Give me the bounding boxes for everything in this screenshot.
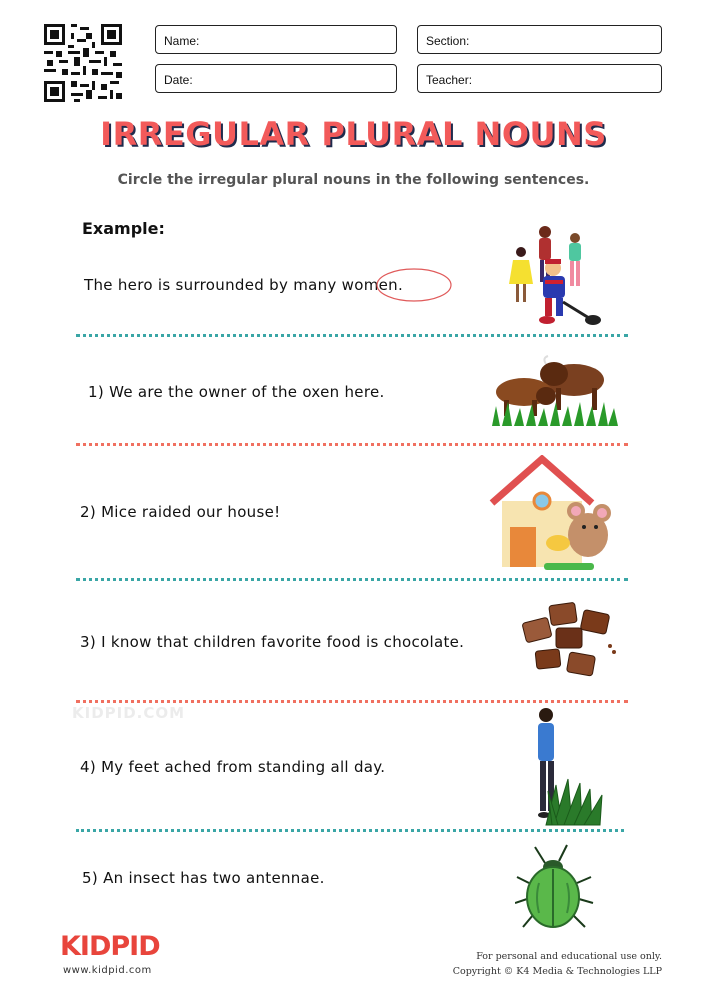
section-field[interactable]: Section:	[417, 25, 662, 54]
people-illustration	[505, 222, 610, 330]
sentence-4: 4) My feet ached from standing all day.	[80, 758, 386, 776]
example-sentence-text: The hero is surrounded by many	[84, 276, 342, 294]
instructions: Circle the irregular plural nouns in the following sentences.	[117, 172, 590, 188]
watermark: KIDPID.COM	[72, 704, 186, 722]
footer-note: For personal and educational use only.	[476, 951, 662, 962]
standing-boy-illustration	[528, 705, 610, 827]
oxen-illustration	[488, 352, 620, 426]
example-answer-circle	[374, 265, 454, 305]
house-mouse-illustration	[488, 455, 620, 570]
divider	[76, 443, 628, 446]
divider	[76, 700, 628, 703]
worksheet-title: IRREGULAR PLURAL NOUNS	[100, 115, 607, 153]
sentence-2: 2) Mice raided our house!	[80, 503, 281, 521]
beetle-illustration	[515, 843, 595, 933]
example-sentence	[84, 276, 403, 294]
qr-code	[44, 24, 122, 102]
divider	[76, 334, 628, 337]
copyright: Copyright © K4 Media & Technologies LLP	[452, 966, 662, 977]
example-label: Example:	[82, 219, 165, 238]
divider	[76, 829, 624, 832]
chocolate-illustration	[522, 602, 618, 680]
kidpid-logo	[60, 931, 160, 962]
sentence-3: 3) I know that children favorite food is chocolate.	[80, 633, 465, 651]
name-field[interactable]: Name:	[155, 25, 397, 54]
sentence-1: 1) We are the owner of the oxen here.	[88, 383, 385, 401]
divider	[76, 578, 628, 581]
teacher-field[interactable]: Teacher:	[417, 64, 662, 93]
sentence-5: 5) An insect has two antennae.	[82, 869, 325, 887]
example-answer: women.	[341, 276, 404, 294]
date-field[interactable]: Date:	[155, 64, 397, 93]
kidpid-logo-text: KIDPID	[60, 931, 160, 962]
logo-url: www.kidpid.com	[63, 965, 152, 976]
